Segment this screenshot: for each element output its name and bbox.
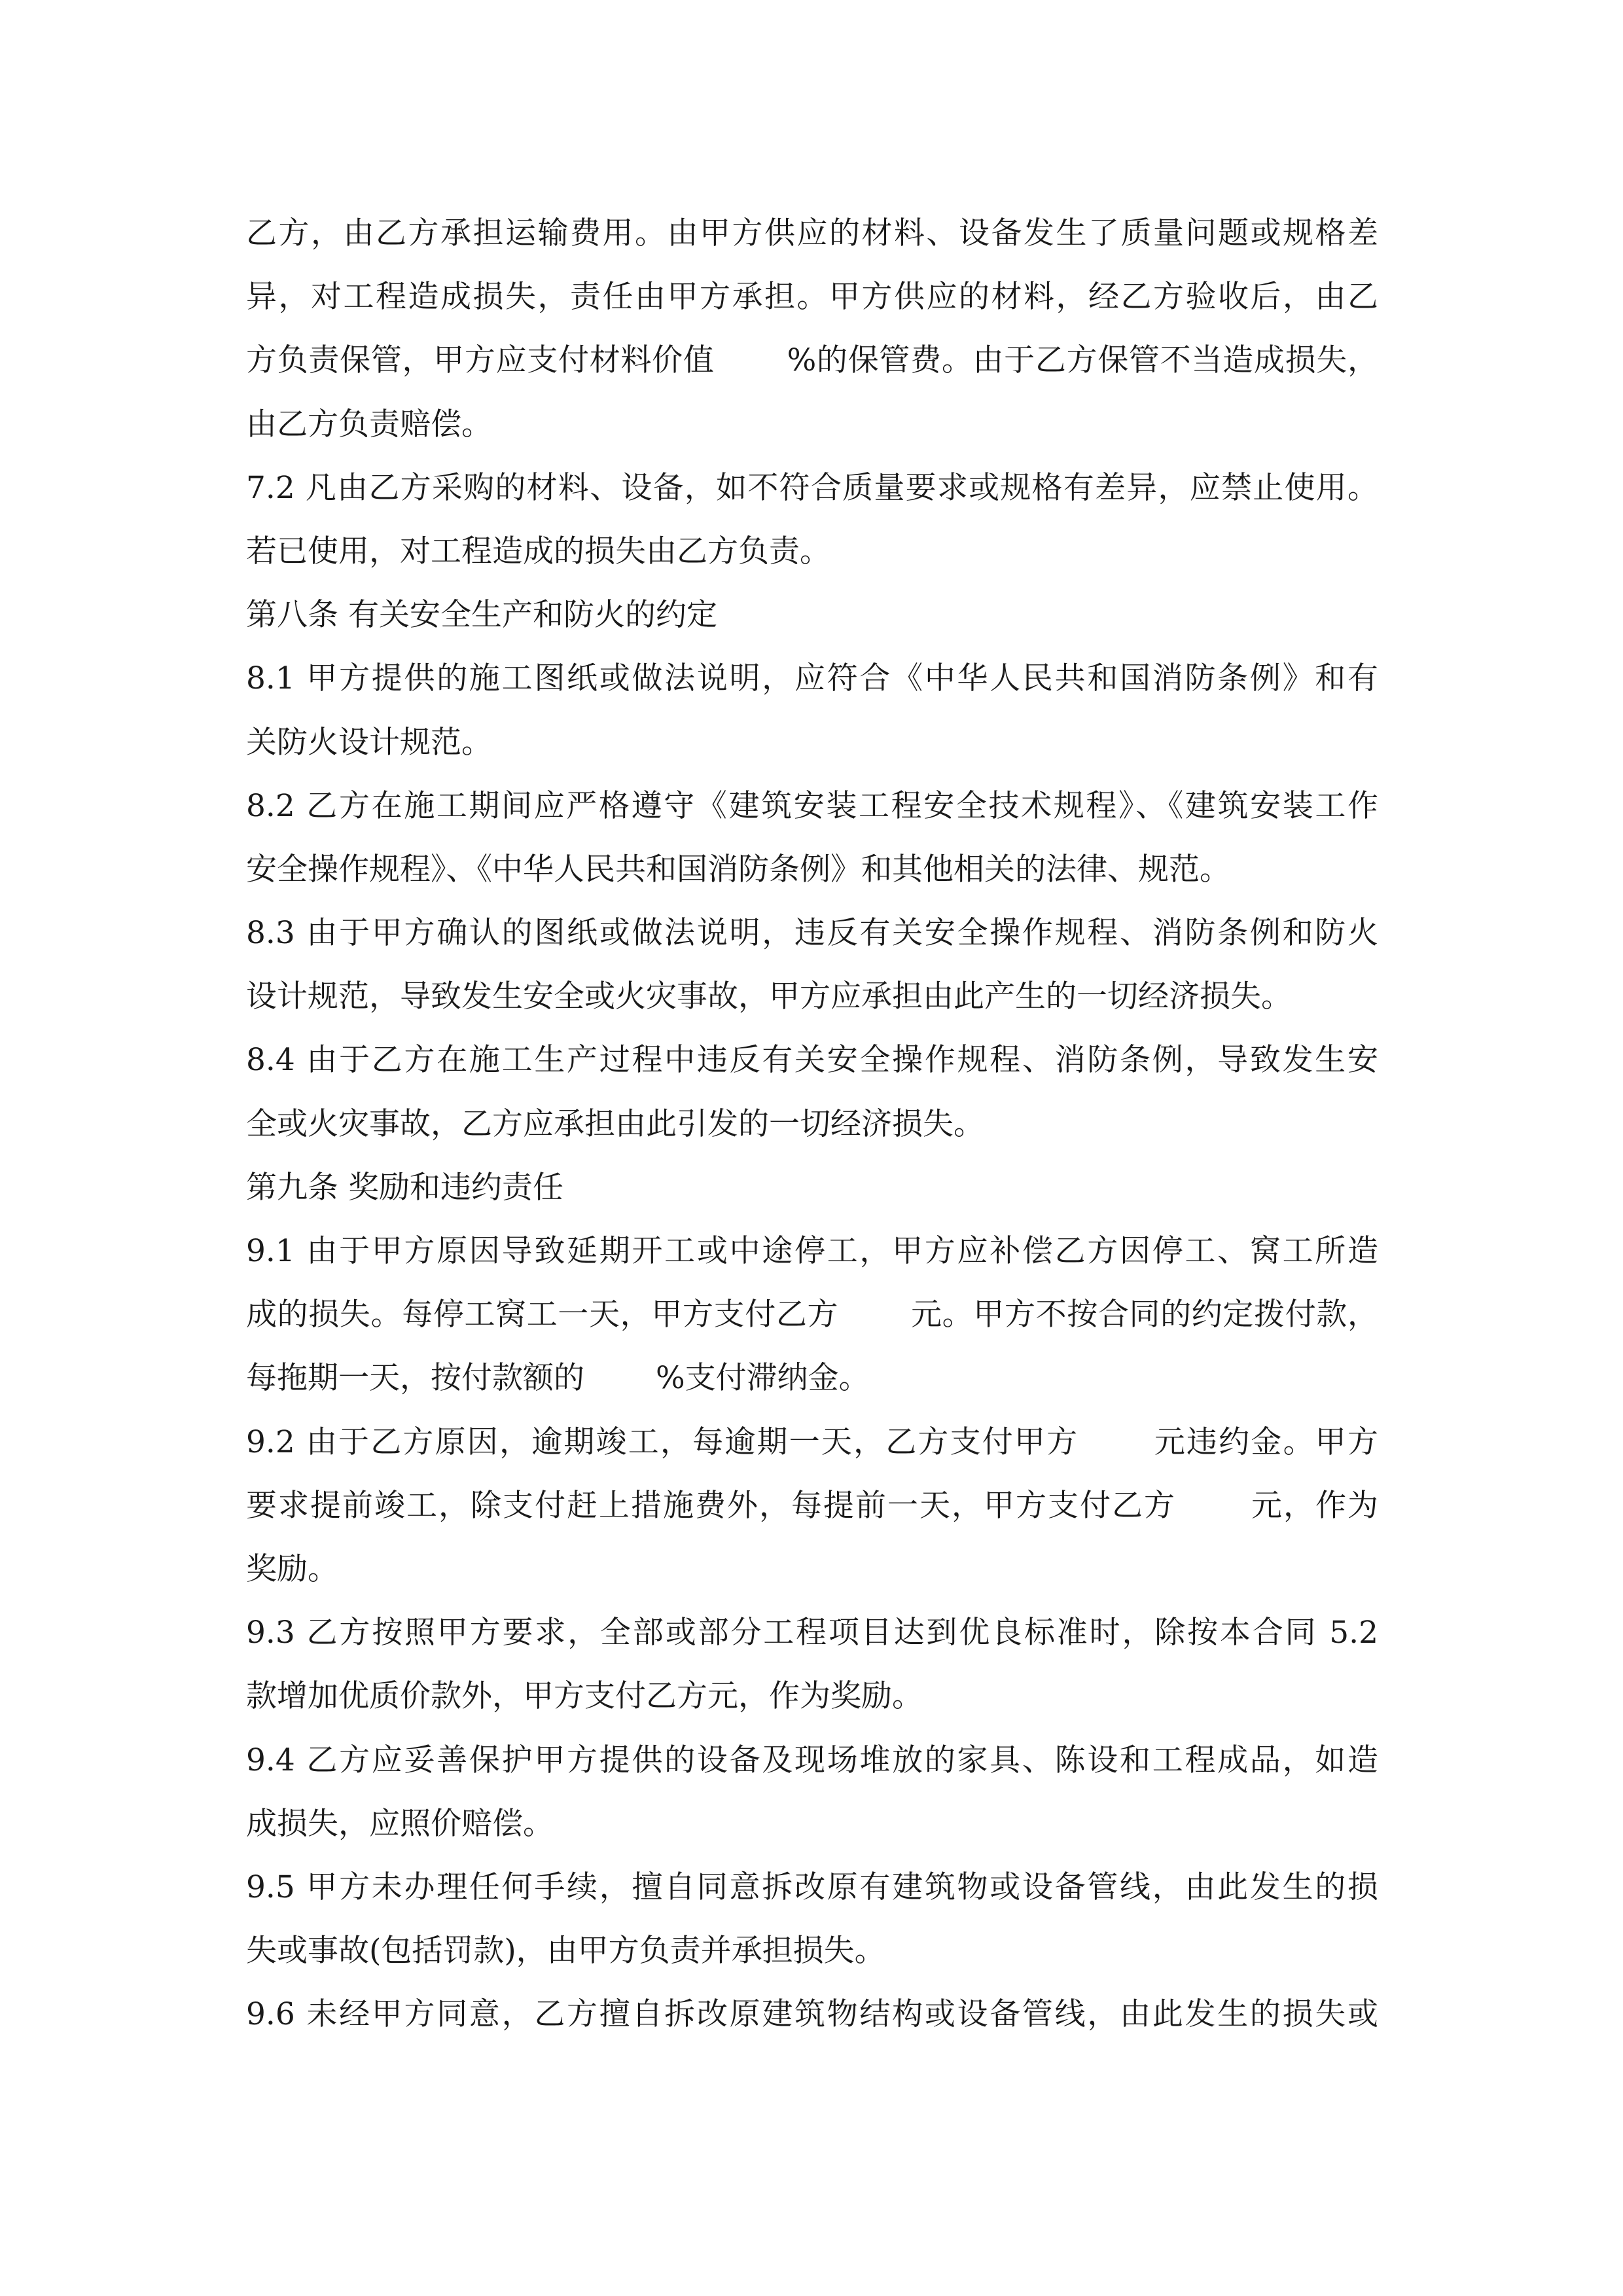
text-line: 关防火设计规范。: [246, 724, 492, 761]
text-line: 成损失，应照价赔偿。: [246, 1805, 554, 1842]
text-line: 成的损失。每停工窝工一天，甲方支付乙方 元。甲方不按合同的约定拨付款，: [246, 1297, 1378, 1333]
text-line: 乙方，由乙方承担运输费用。由甲方供应的材料、设备发生了质量问题或规格差: [246, 215, 1378, 251]
clause-9-4: 9.4 乙方应妥善保护甲方提供的设备及现场堆放的家具、陈设和工程成品，如造: [246, 1742, 1378, 1778]
clause-9-5: 9.5 甲方未办理任何手续，擅自同意拆改原有建筑物或设备管线，由此发生的损: [246, 1869, 1378, 1905]
text-line: 若已使用，对工程造成的损失由乙方负责。: [246, 533, 830, 569]
clause-8-4: 8.4 由于乙方在施工生产过程中违反有关安全操作规程、消防条例，导致发生安: [246, 1042, 1378, 1079]
clause-7-2: 7.2 凡由乙方采购的材料、设备，如不符合质量要求或规格有差异，应禁止使用。: [246, 469, 1378, 506]
clause-9-6: 9.6 未经甲方同意，乙方擅自拆改原建筑物结构或设备管线，由此发生的损失或: [246, 1996, 1378, 2033]
text-line: 款增加优质价款外，甲方支付乙方元，作为奖励。: [246, 1678, 923, 1715]
text-line: 由乙方负责赔偿。: [246, 406, 492, 442]
clause-9-2: 9.2 由于乙方原因，逾期竣工，每逾期一天，乙方支付甲方 元违约金。甲方: [246, 1424, 1378, 1460]
text-line: 失或事故(包括罚款)，由甲方负责并承担损失。: [246, 1933, 885, 1969]
text-line: 异，对工程造成损失，责任由甲方承担。甲方供应的材料，经乙方验收后，由乙: [246, 279, 1378, 315]
clause-9-1: 9.1 由于甲方原因导致延期开工或中途停工，甲方应补偿乙方因停工、窝工所造: [246, 1233, 1378, 1269]
text-line: 方负责保管，甲方应支付材料价值 %的保管费。由于乙方保管不当造成损失，: [246, 342, 1378, 379]
clause-8-1: 8.1 甲方提供的施工图纸或做法说明，应符合《中华人民共和国消防条例》和有: [246, 660, 1378, 697]
clause-8-3: 8.3 由于甲方确认的图纸或做法说明，违反有关安全操作规程、消防条例和防火: [246, 915, 1378, 952]
text-line: 要求提前竣工，除支付赶上措施费外，每提前一天，甲方支付乙方 元，作为: [246, 1487, 1378, 1524]
text-line: 设计规范，导致发生安全或火灾事故，甲方应承担由此产生的一切经济损失。: [246, 978, 1292, 1015]
article-9-heading: 第九条 奖励和违约责任: [246, 1169, 563, 1206]
clause-8-2: 8.2 乙方在施工期间应严格遵守《建筑安装工程安全技术规程》、《建筑安装工作: [246, 787, 1378, 824]
contract-text-body: [246, 202, 1378, 2046]
text-line: 全或火灾事故，乙方应承担由此引发的一切经济损失。: [246, 1105, 984, 1142]
clause-9-3: 9.3 乙方按照甲方要求，全部或部分工程项目达到优良标准时，除按本合同 5.2: [246, 1615, 1378, 1651]
text-line: 奖励。: [246, 1551, 338, 1587]
text-line: 每拖期一天，按付款额的 %支付滞纳金。: [246, 1360, 870, 1397]
article-8-heading: 第八条 有关安全生产和防火的约定: [246, 597, 717, 634]
text-line: 安全操作规程》、《中华人民共和国消防条例》和其他相关的法律、规范。: [246, 851, 1230, 888]
